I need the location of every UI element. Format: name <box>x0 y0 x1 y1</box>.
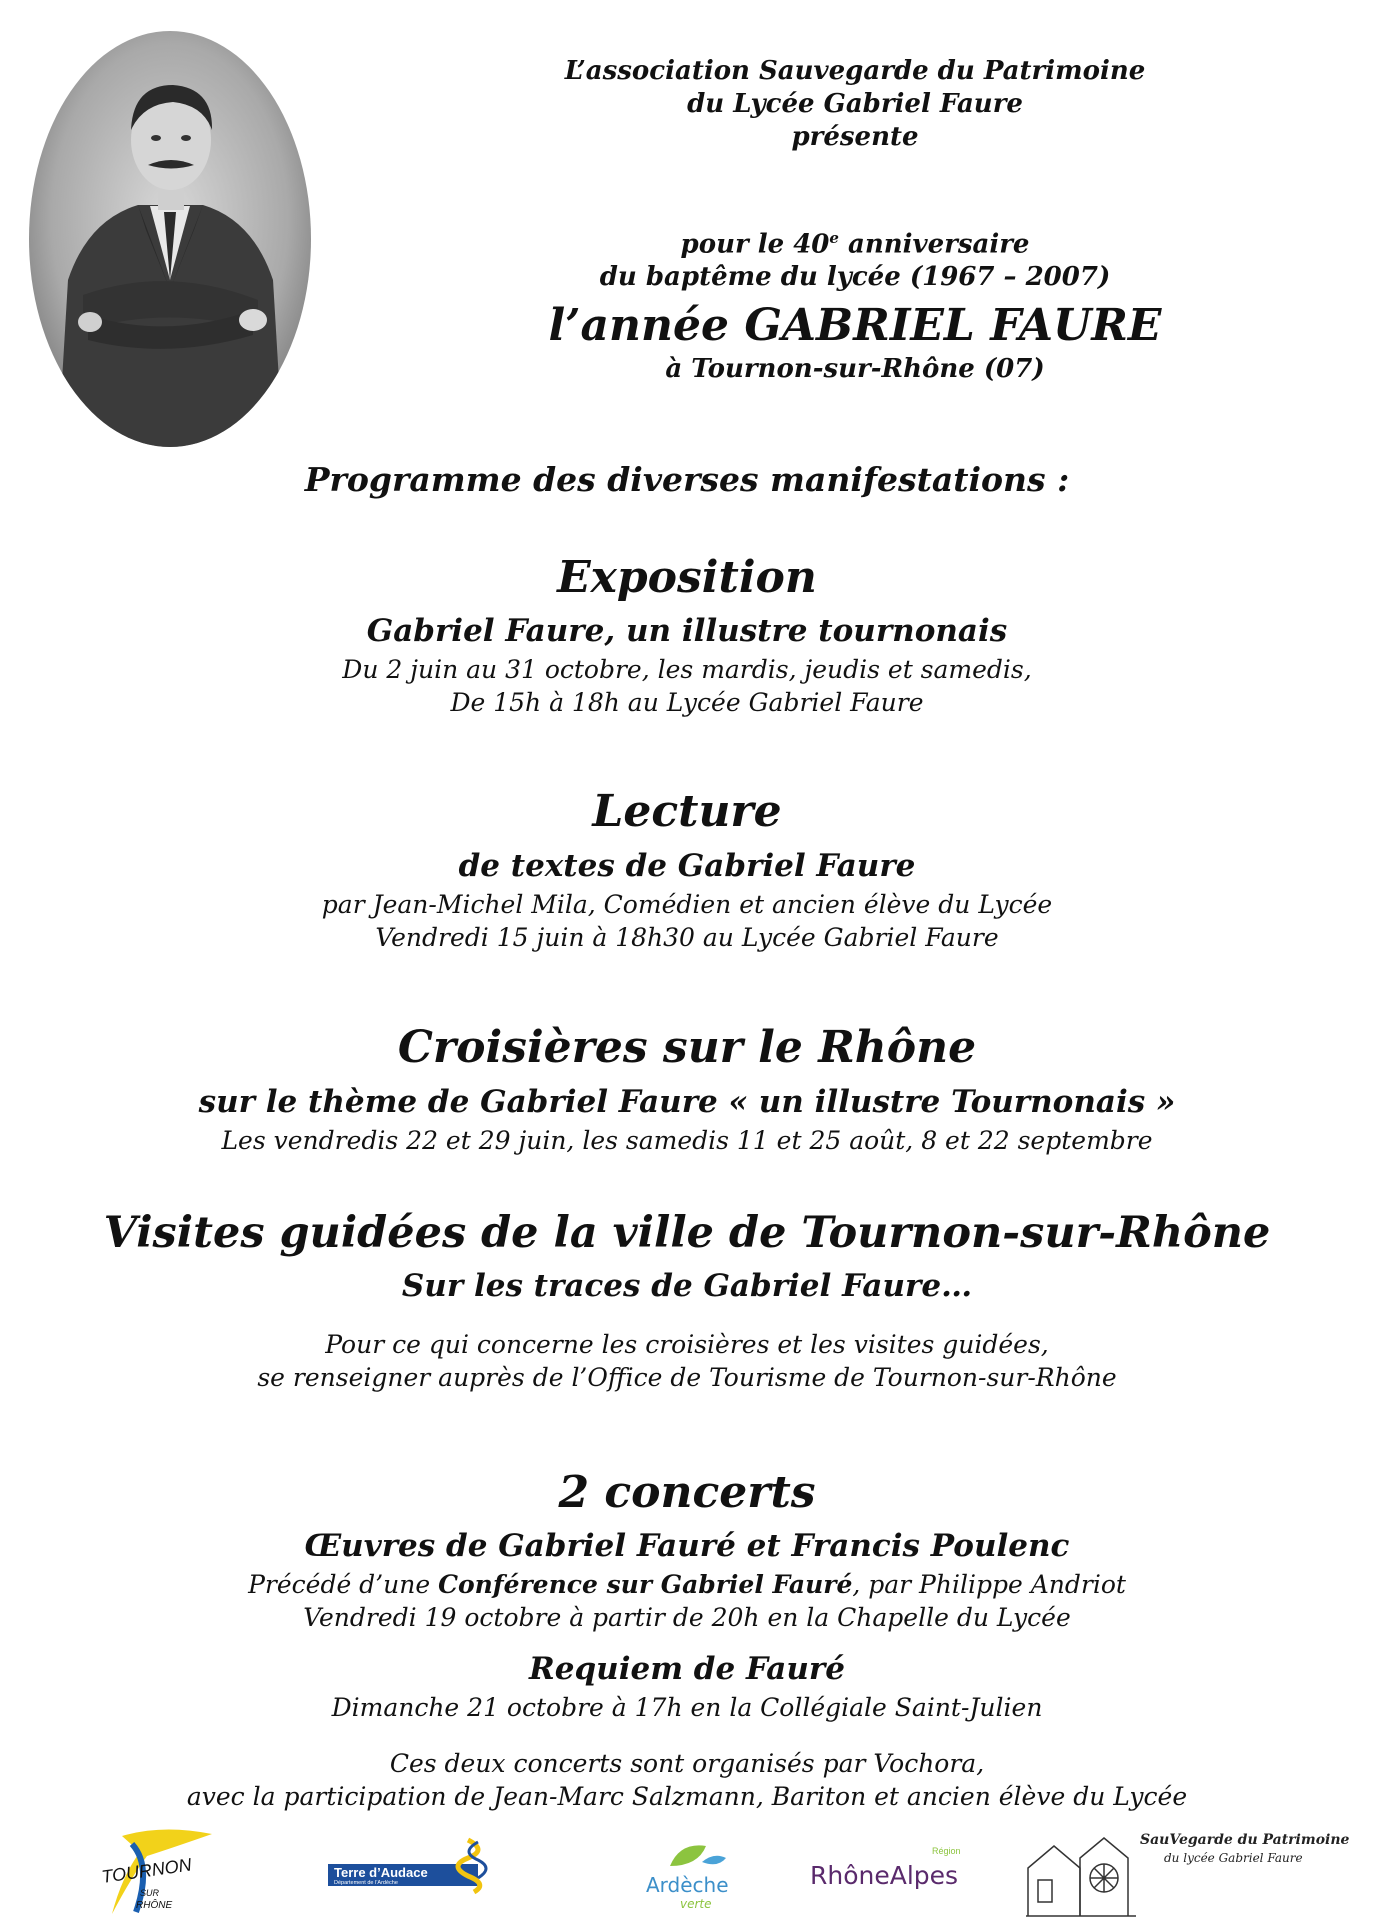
croisieres-dates: Les vendredis 22 et 29 juin, les samedis 11 et 25 août, 8 et 22 septembre <box>221 1126 1153 1155</box>
tournon-sur: SUR <box>140 1888 160 1898</box>
ardeche-leaf-2 <box>702 1856 726 1865</box>
sauvegarde-subtitle: du lycée Gabriel Faure <box>1164 1851 1303 1865</box>
concerts-title: 2 concerts <box>558 1467 816 1518</box>
rhonealpes-logo <box>808 1842 978 1902</box>
organisation-line-1: Ces deux concerts sont organisés par Vochora, <box>389 1749 985 1778</box>
conference-pre: Précédé d’une <box>248 1570 439 1599</box>
portrait-photo <box>28 30 312 448</box>
bapteme-line: du baptême du lycée (1967 – 2007) <box>599 262 1111 292</box>
concerts-subtitle: Œuvres de Gabriel Fauré et Francis Poulenc <box>304 1528 1070 1564</box>
audace-subtitle: Département de l’Ardèche <box>334 1880 398 1886</box>
chapel-drawing <box>1026 1838 1136 1916</box>
requiem-title: Requiem de Fauré <box>529 1651 845 1687</box>
exposition-hours: De 15h à 18h au Lycée Gabriel Faure <box>450 688 924 717</box>
visites-subtitle: Sur les traces de Gabriel Faure… <box>401 1268 973 1304</box>
conference-post: , par Philippe Andriot <box>852 1570 1126 1599</box>
organisation-line-2: avec la participation de Jean-Marc Salzmann, Bariton et ancien élève du Lycée <box>186 1782 1188 1811</box>
lieu-line: à Tournon-sur-Rhône (07) <box>665 354 1045 384</box>
tournon-logo <box>92 1826 222 1914</box>
exposition-title: Exposition <box>557 552 817 603</box>
anniversary-post: anniversaire <box>838 229 1030 260</box>
lycee-line: du Lycée Gabriel Faure <box>687 89 1023 119</box>
croisieres-title: Croisières sur le Rhône <box>397 1022 977 1073</box>
croisieres-subtitle: sur le thème de Gabriel Faure « un illustre Tournonais » <box>198 1084 1176 1120</box>
ardeche-text: Ardèche <box>646 1873 729 1897</box>
terre-daudace-logo <box>328 1836 496 1894</box>
ardeche-verte-text: verte <box>680 1897 712 1911</box>
rhonealpes-region: Région <box>932 1846 961 1856</box>
anniversary-sup: e <box>829 229 839 247</box>
rhonealpes-text: RhôneAlpes <box>810 1861 959 1890</box>
sauvegarde-logo <box>1024 1828 1350 1918</box>
visites-info-2: se renseigner auprès de l’Office de Tourisme de Tournon-sur-Rhône <box>257 1363 1117 1392</box>
requiem-date: Dimanche 21 octobre à 17h en la Collégiale Saint-Julien <box>331 1693 1043 1722</box>
annee-title: l’année GABRIEL FAURE <box>548 300 1162 351</box>
visites-info-1: Pour ce qui concerne les croisières et les visites guidées, <box>325 1330 1049 1359</box>
tournon-rhone: RHÔNE <box>136 1900 173 1911</box>
concert-date-1: Vendredi 19 octobre à partir de 20h en la Chapelle du Lycée <box>303 1603 1071 1632</box>
exposition-dates: Du 2 juin au 31 octobre, les mardis, jeudis et samedis, <box>342 655 1032 684</box>
visites-title: Visites guidées de la ville de Tournon-sur-Rhône <box>103 1208 1271 1258</box>
association-line: L’association Sauvegarde du Patrimoine <box>564 56 1146 86</box>
conference-line <box>0 1570 1374 1599</box>
anniversary-line <box>470 229 1240 260</box>
lecture-reader: par Jean-Michel Mila, Comédien et ancien élève du Lycée <box>321 890 1053 919</box>
ardeche-verte-logo <box>640 1836 740 1914</box>
anniversary-pre: pour le 40 <box>680 229 830 260</box>
audace-title: Terre d’Audace <box>334 1865 428 1880</box>
lecture-subtitle: de textes de Gabriel Faure <box>458 848 916 884</box>
lecture-title: Lecture <box>592 786 782 837</box>
tournon-text: TOURNON <box>100 1854 193 1887</box>
sauvegarde-title: SauVegarde du Patrimoine <box>1140 1832 1350 1848</box>
lecture-date: Vendredi 15 juin à 18h30 au Lycée Gabriel Faure <box>375 923 999 952</box>
conference-bold: Conférence sur Gabriel Fauré <box>438 1570 853 1599</box>
exposition-subtitle: Gabriel Faure, un illustre tournonais <box>366 613 1008 649</box>
programme-title: Programme des diverses manifestations : <box>304 460 1070 499</box>
presente-line: présente <box>791 122 919 152</box>
ardeche-leaf <box>670 1845 706 1866</box>
